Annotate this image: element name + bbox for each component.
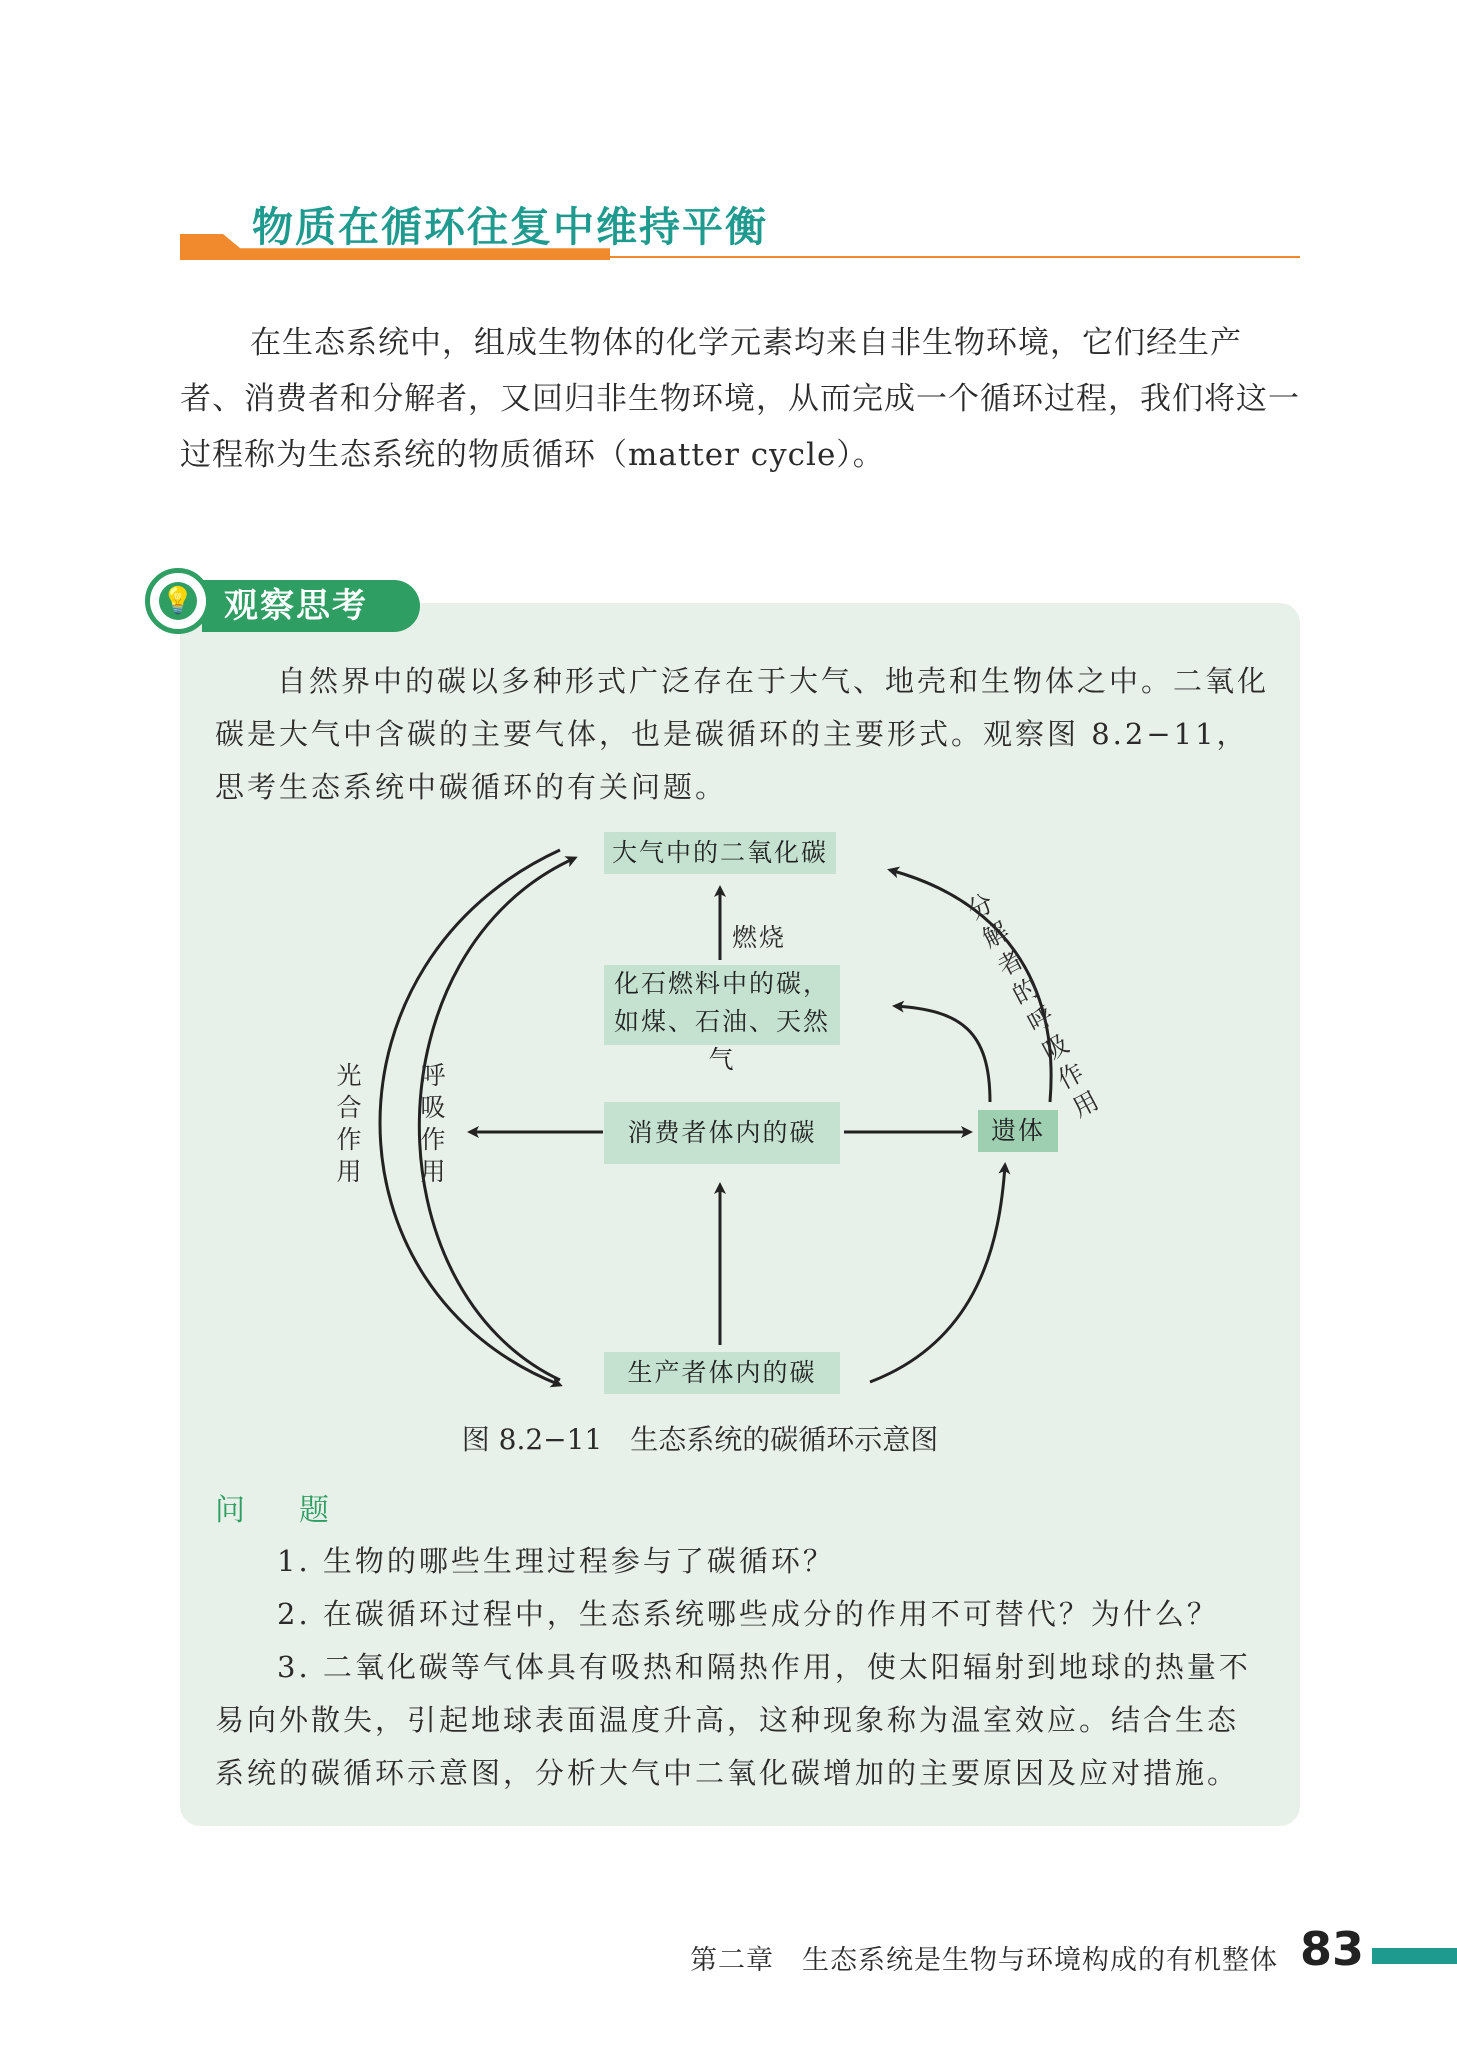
figure-caption: 图 8.2−11 生态系统的碳循环示意图	[461, 1423, 939, 1456]
decomposer-respiration-label: 分解者的呼吸作用	[962, 887, 1104, 1124]
lightbulb-icon-inner: 💡	[159, 582, 197, 620]
remains-to-fossil-arc	[895, 1006, 990, 1102]
consumer-node: 消费者体内的碳	[604, 1102, 840, 1164]
observe-text: 自然界中的碳以多种形式广泛存在于大气、地壳和生物体之中。二氧化碳是大气中含碳的主要气体，也是碳循环的主要形式。观察图 8.2−11，思考生态系统中碳循环的有关问题。	[215, 664, 1270, 804]
page-number: 83	[1300, 1922, 1365, 1976]
observe-paragraph	[215, 655, 1270, 814]
producer-to-remains-arc	[870, 1165, 1005, 1382]
atmosphere-node: 大气中的二氧化碳	[604, 832, 836, 874]
producer-node: 生产者体内的碳	[604, 1352, 840, 1394]
carbon-cycle-diagram	[300, 820, 1104, 1420]
photosynthesis-label: 光合作用	[336, 1061, 362, 1186]
page-accent-bar	[1372, 1948, 1457, 1964]
observe-tag: 观察思考	[202, 580, 420, 632]
burning-label: 燃烧	[732, 923, 787, 952]
question-2: 2. 在碳循环过程中，生态系统哪些成分的作用不可替代？为什么？	[277, 1597, 1219, 1631]
questions-heading: 问 题	[215, 1493, 341, 1528]
question-3: 3. 二氧化碳等气体具有吸热和隔热作用，使太阳辐射到地球的热量不易向外散失，引起地球表面温度升高，这种现象称为温室效应。结合生态系统的碳循环示意图，分析大气中二氧化碳增加的主要原因及应对措施。	[215, 1650, 1251, 1790]
chapter-footer: 第二章 生态系统是生物与环境构成的有机整体	[690, 1945, 1278, 1976]
question-1: 1. 生物的哪些生理过程参与了碳循环？	[277, 1544, 835, 1578]
remains-node: 遗体	[978, 1110, 1058, 1152]
title-underline	[600, 256, 1300, 258]
intro-paragraph	[180, 315, 1300, 483]
questions-list	[215, 1535, 1270, 1800]
photosynthesis-arc	[380, 850, 560, 1385]
fossil-fuel-node	[604, 965, 840, 1074]
intro-text: 在生态系统中，组成生物体的化学元素均来自非生物环境，它们经生产者、消费者和分解者，又回归非生物环境，从而完成一个循环过程，我们将这一过程称为生态系统的物质循环（matter cycle）。	[180, 325, 1300, 473]
fossil-line-2: 如煤、石油、天然气	[613, 1007, 830, 1074]
section-title: 物质在循环往复中维持平衡	[252, 203, 768, 251]
respiration-label: 呼吸作用	[420, 1061, 446, 1186]
lightbulb-icon	[145, 568, 211, 634]
fossil-line-1: 化石燃料中的碳，	[613, 969, 830, 998]
